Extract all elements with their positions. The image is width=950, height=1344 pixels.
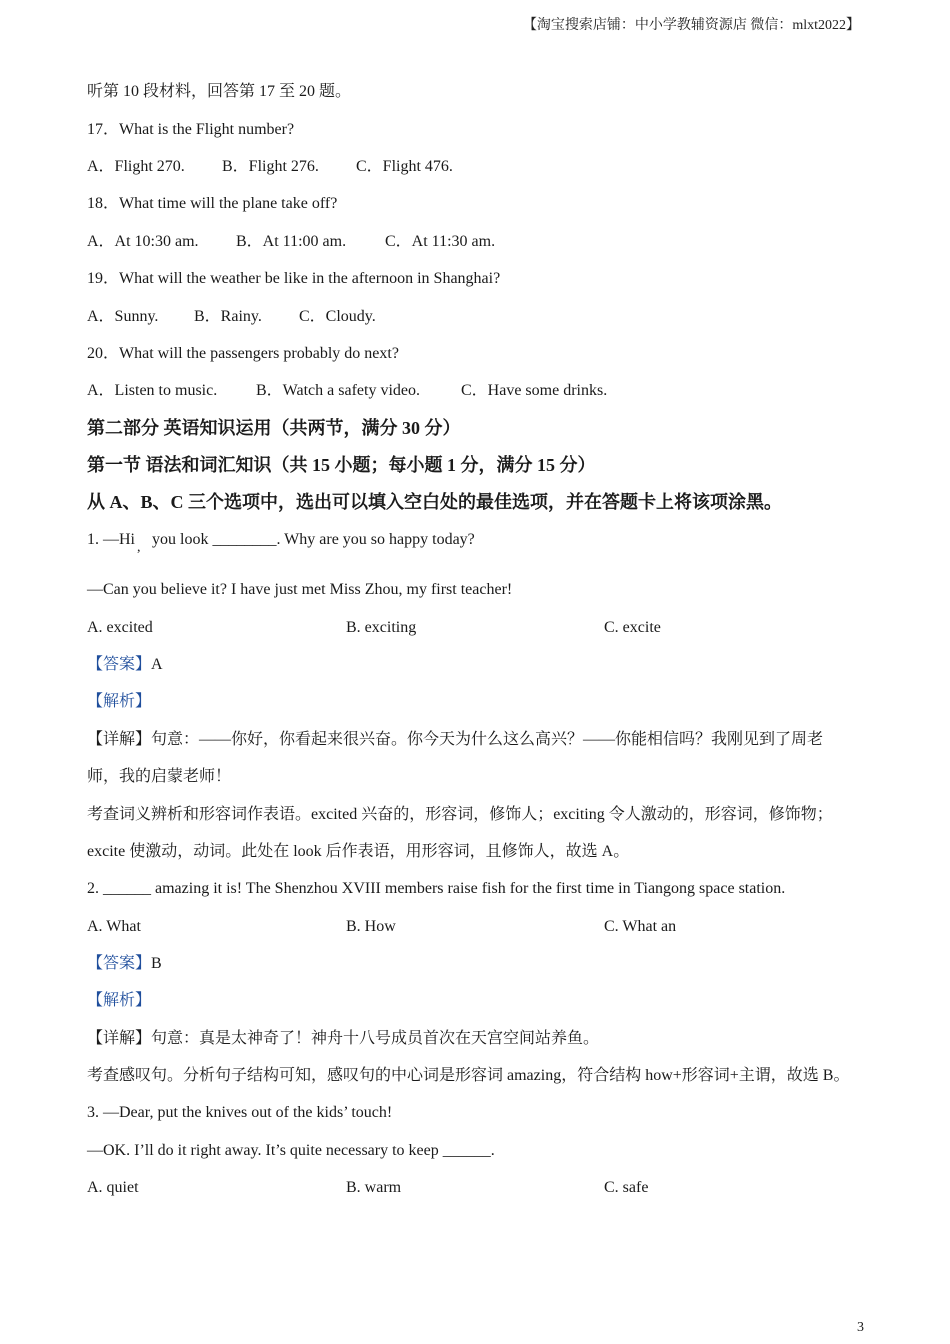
- q1-detail-row: [87, 730, 823, 750]
- q17-option-c: C．Flight 476.: [356, 158, 453, 175]
- q20-option-c: C．Have some drinks.: [461, 382, 608, 399]
- q1-detail-3: 考查词义辨析和形容词作表语。excited 兴奋的，形容词，修饰人；exciting 令人激动的，形容词，修饰物；: [87, 806, 833, 823]
- q1-stem-rest: you look ________. Why are you so happy today?: [152, 531, 475, 548]
- page-number: 3: [857, 1320, 864, 1335]
- q20-option-a: A．Listen to music.: [87, 382, 218, 399]
- q18-option-c: C．At 11:30 am.: [385, 233, 496, 250]
- detail-tag: 【详解】: [87, 731, 152, 748]
- q2-stem: 2. ______ amazing it is! The Shenzhou XVIII members raise fish for the first time in Tiangong space station.: [87, 880, 786, 897]
- q1-detail-2: 师，我的启蒙老师！: [87, 768, 232, 785]
- section-instruction: 从 A、B、C 三个选项中，选出可以填入空白处的最佳选项，并在答题卡上将该项涂黑。: [87, 492, 783, 512]
- q1-analysis-tag: 【解析】: [87, 693, 152, 710]
- q3-stem: 3. —Dear, put the knives out of the kids’ touch!: [87, 1104, 393, 1121]
- page-header: 【淘宝搜索店铺：中小学教辅资源店 微信：mlxt2022】: [522, 18, 860, 33]
- q18-option-a: A．At 10:30 am.: [87, 233, 199, 250]
- q1-stem-start: 1. —Hi: [87, 531, 135, 548]
- q17-option-b: B．Flight 276.: [222, 158, 319, 175]
- answer-tag: 【答案】: [87, 955, 152, 972]
- q2-answer: B: [151, 955, 162, 972]
- q1-detail-1: 句意：——你好，你看起来很兴奋。你今天为什么这么高兴？——你能相信吗？我刚见到了周老: [151, 731, 824, 748]
- q19-option-c: C．Cloudy.: [299, 308, 376, 325]
- detail-tag: 【详解】: [87, 1030, 152, 1047]
- section1-title: 第一节 语法和词汇知识（共 15 小题；每小题 1 分，满分 15 分）: [87, 455, 596, 475]
- question-20: 20．What will the passengers probably do next?: [87, 345, 399, 362]
- q2-detail-1: 句意：真是太神奇了！神舟十八号成员首次在天宫空间站养鱼。: [151, 1030, 600, 1047]
- listening-intro: 听第 10 段材料，回答第 17 至 20 题。: [87, 83, 352, 100]
- q1-detail-4: excite 使激动，动词。此处在 look 后作表语，用形容词，且修饰人，故选 A。: [87, 843, 630, 860]
- part2-title: 第二部分 英语知识运用（共两节，满分 30 分）: [87, 418, 461, 438]
- q2-option-a: A. What: [87, 918, 141, 935]
- q1-stem-comma: ,: [137, 540, 141, 555]
- question-18: 18．What time will the plane take off?: [87, 195, 338, 212]
- q1-option-a: A. excited: [87, 619, 153, 636]
- q2-detail-row: [87, 1029, 599, 1049]
- q17-option-a: A．Flight 270.: [87, 158, 185, 175]
- q2-option-c: C. What an: [604, 918, 677, 935]
- q3-option-c: C. safe: [604, 1179, 649, 1196]
- q3-option-a: A. quiet: [87, 1179, 139, 1196]
- q1-answer-row: [87, 655, 163, 675]
- q19-option-a: A．Sunny.: [87, 308, 159, 325]
- q1-option-c: C. excite: [604, 619, 661, 636]
- q3-reply: —OK. I’ll do it right away. It’s quite necessary to keep ______.: [87, 1142, 495, 1159]
- q3-option-b: B. warm: [346, 1179, 402, 1196]
- q1-reply: —Can you believe it? I have just met Miss Zhou, my first teacher!: [87, 581, 513, 598]
- q1-option-b: B. exciting: [346, 619, 417, 636]
- q20-option-b: B．Watch a safety video.: [256, 382, 420, 399]
- q2-option-b: B. How: [346, 918, 396, 935]
- q19-option-b: B．Rainy.: [194, 308, 262, 325]
- q1-answer: A: [151, 656, 163, 673]
- question-19: 19．What will the weather be like in the afternoon in Shanghai?: [87, 270, 501, 287]
- q18-option-b: B．At 11:00 am.: [236, 233, 347, 250]
- q2-analysis-tag: 【解析】: [87, 992, 152, 1009]
- answer-tag: 【答案】: [87, 656, 152, 673]
- q2-detail-2: 考查感叹句。分析句子结构可知，感叹句的中心词是形容词 amazing，符合结构 how+形容词+主谓，故选 B。: [87, 1067, 850, 1084]
- question-17: 17．What is the Flight number?: [87, 121, 295, 138]
- q2-answer-row: [87, 954, 162, 974]
